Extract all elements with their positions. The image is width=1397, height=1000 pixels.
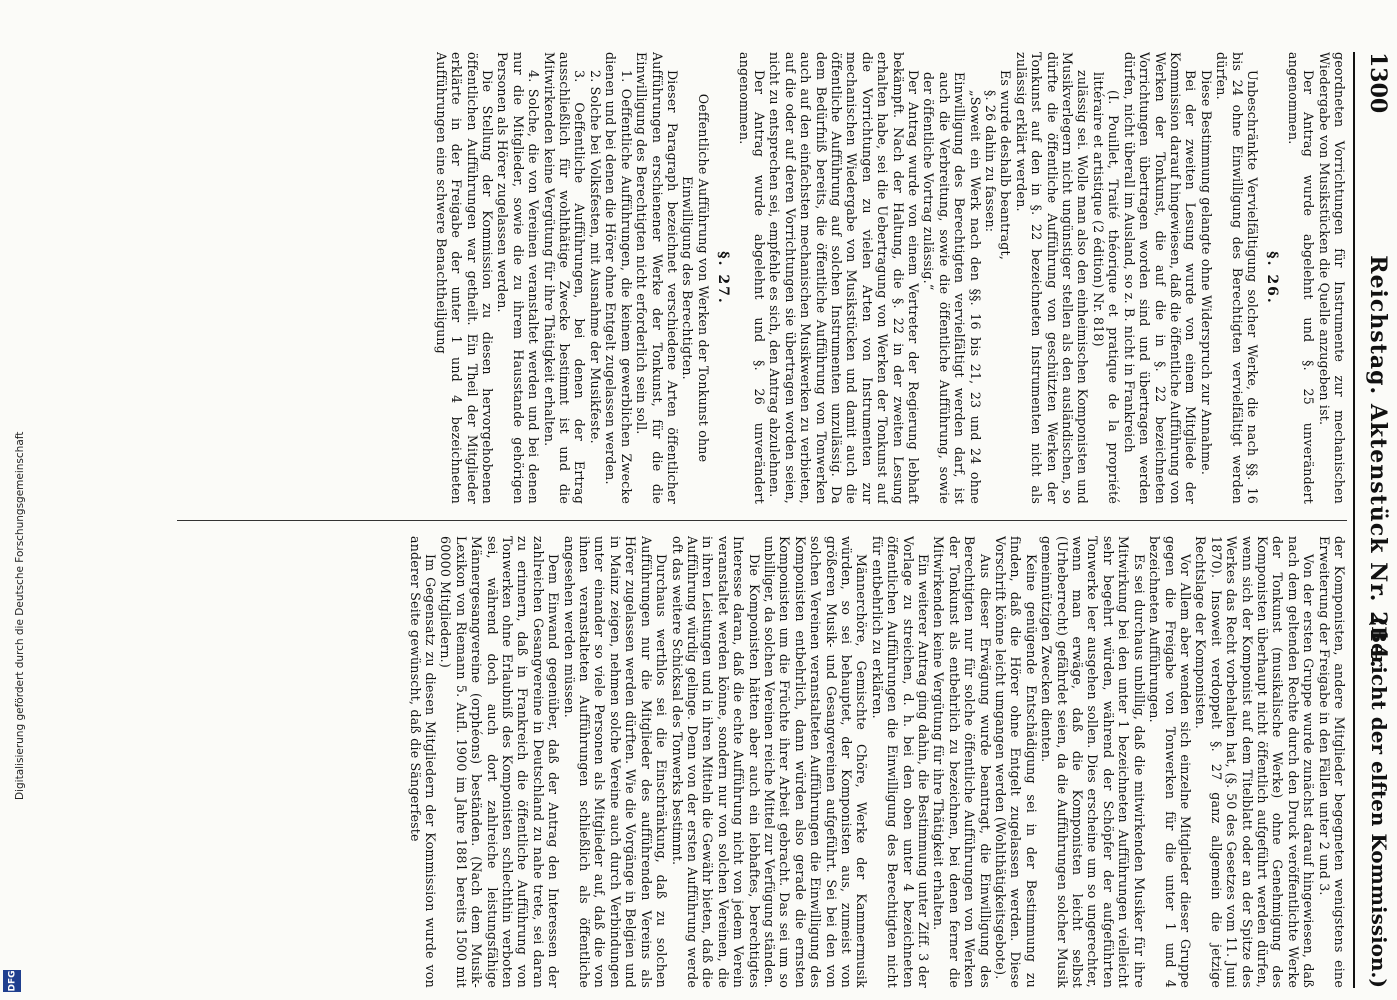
paragraph: Oeffentliche Aufführung von Werken der Tonkunst ohne Einwilligung des Berechtigten.: [680, 93, 711, 463]
left-column: [167, 52, 1347, 504]
paragraph: „Soweit ein Werk nach den §§. 16 bis 21, 23 und 24 ohne Einwilligung des Berechtigten vervielfältigt werden darf, ist auch die Verbreitung, sowie die öffentliche Aufführung, sowie der öffentliche Vortrag zulässig.“: [921, 72, 983, 504]
paragraph: Dieser Paragraph bezeichnet verschiedene Arten öffentlicher Aufführungen erschienener Werke der Tonkunst, für die die Einwilligung des Berechtigten nicht erforderlich sein soll.: [634, 52, 680, 504]
paragraph: Die Stellung der Kommission zu diesen hervorgehobenen öffentlichen Aufführungen war getheilt. Ein Theil der Mitglieder erklärte in der Freigabe der unter 1 und 4 bezeichneten Aufführungen eine schwere Benachtheiligung: [433, 52, 496, 504]
paragraph: Es wurde deshalb beantragt,: [998, 70, 1014, 261]
page-number: 1300: [1365, 52, 1391, 114]
paragraph: Vor Allem aber wenden sich einzelne Mitglieder dieser Gruppe gegen die Freigabe von Tonwerken für die unter 1 und 4 bezeichneten Aufführungen.: [1147, 536, 1193, 988]
paragraph: Bei der zweiten Lesung wurde von einem Mitgliede der Kommission darauf hingewiesen, daß die öffentliche Aufführung von Werken der Tonkunst, die auf die in §. 22 bezeichneten Vorrichtungen übertragen worden sind und übertragen werden dürfen, nicht überall im Ausland, so z. B. nicht in Frankreich: [1121, 52, 1199, 504]
paragraph: Aus dieser Erwägung wurde beantragt, die Einwilligung des Berechtigten nur für solche öffentliche Aufführungen von Werken der Tonkunst als entbehrlich zu bezeichnen, bei denen ferner die Mitwirkenden keine Vergütung für ihre Thätigkeit erhalten.: [931, 536, 993, 988]
paragraph: Keine genügende Entschädigung sei in der Bestimmung zu finden, daß die Hörer ohne Entgelt zugelassen werden. Diese Vorschrift könne leicht umgangen werden (Wohlthätigkeitsgebote).: [993, 536, 1039, 988]
header-rule: [1353, 52, 1355, 988]
paragraph: 1. Oeffentliche Aufführungen, die keinem gewerblichen Zwecke dienen und bei denen die Hörer ohne Entgelt zugelassen werden.: [603, 52, 634, 504]
right-column: [167, 536, 1347, 988]
paragraph: Die Komponisten hätten aber auch ein lebhaftes, berechtigtes Interesse daran, daß die echte Aufführung nicht von jedem Verein veranstaltet werden könne, sondern nur von solchen Vereinen, die in ihren Leistungen und in ihren Mitteln die Gewähr bieten, daß die Aufführung würdig gelinge. Denn von der ersten Aufführung werde oft das weitere Schicksal des Tonwerks bestimmt.: [669, 536, 762, 988]
paragraph: Diese Bestimmung gelangte ohne Widerspruch zur Annahme.: [1198, 70, 1214, 476]
paragraph: 2. Solche bei Volksfesten, mit Ausnahme der Musikfeste.: [587, 70, 603, 444]
paragraph: Männerchöre, Gemischte Chöre, Werke der Kammermusik würden, so sei behauptet, der Komponisten aus, zumeist von größeren Musik- und Gesangvereinen aufgeführt. Sei bei den von solchen Vereinen veranstalteten Aufführungen die Einwilligung des Komponisten entbehrlich, dann würden also gerade die ernsten Komponisten um die Früchte ihrer Arbeit gebracht. Das sei um so unbilliger, da solchen Vereinen reiche Mittel zur Verfügung ständen.: [761, 536, 870, 988]
page-title: Reichstag. Aktenstück Nr. 214.: [1365, 255, 1391, 669]
rotated-page-content: [107, 0, 1397, 1000]
column-separator: [177, 520, 1347, 521]
paragraph: Ein weiterer Antrag ging dahin, die Bestimmung unter Ziff. 3 der Vorlage zu streichen, d. h. bei den oben unter 4 bezeichneten öffentlichen Aufführungen die Einwilligung des Berechtigten nicht für entbehrlich zu erklären.: [869, 536, 932, 988]
section-heading: §. 27.: [715, 251, 732, 305]
paragraph: 3. Oeffentliche Aufführungen, bei denen der Ertrag ausschließlich für wohlthätige Zwecke bestimmt ist und die Mitwirkenden keine Vergütung für ihre Thätigkeit erhalten.: [541, 52, 588, 504]
paragraph: Durchaus werthlos sei die Einschränkung, daß zu solchen Aufführungen nur die Mitglieder des aufführenden Vereins als Hörer zugelassen werden dürften. Wie die Vorgänge in Belgien und in Mainz zeigen, nehmen solche Vereine auch durch Verbindungen unter einander so viele Personen als Mitglieder auf, daß die von ihnen veranstalteten Aufführungen schließlich als öffentliche angesehen werden müssen.: [561, 536, 670, 988]
paragraph: (I. Pouillet, Traité théorique et pratique de la propriété littéraire et artistique (2 édition) Nr. 818): [1090, 72, 1122, 504]
paragraph: Im Gegensatz zu diesen Mitgliedern der Kommission wurde von anderer Seite gewünscht, daß die Sängerfeste: [407, 536, 439, 988]
section-heading: §. 26.: [1264, 251, 1281, 305]
paragraph: Dem Einwand gegenüber, daß der Antrag den Interessen der zahlreichen Gesangvereine in Deutschland zu nahe trete, sei daran zu erinnern, daß in Frankreich die öffentliche Aufführung von Tonwerken ohne Erlaubniß des Komponisten schlechthin verboten sei, während doch auch dort zahlreiche leistungsfähige Männergesangvereine (orphéons) beständen. (Nach dem Musik-Lexikon von Riemann 5. Aufl. 1900 im Jahre 1881 bereits 1500 mit 60000 Mitgliedern.): [438, 536, 562, 988]
digitization-credit: Digitalisierung gefördert durch die Deutsche Forschungsgemeinschaft: [14, 431, 26, 800]
paragraph: geordneten Vorrichtungen für Instrumente zur mechanischen Wiedergabe von Musikstücken die Quelle anzugeben ist.: [1316, 52, 1347, 504]
page-section: (Bericht der elften Kommission.): [1367, 616, 1391, 988]
dfg-logo: DFG: [3, 970, 21, 992]
paragraph: Der Antrag wurde von einem Vertreter der Regierung lebhaft bekämpft. Nach der Haltung, die §. 22 in der zweiten Lesung erhalten habe, sei die Uebertragung von Werken der Tonkunst auf die Vorrichtungen zu vielen Arten von Instrumenten zur mechanischen Wiedergabe von Musikstücken und damit auch die öffentliche Aufführung auf solchen Instrumenten unzulässig. Da dem Bedürfniß bereits, die öffentliche Aufführung von Tonwerken auch auf den einfachsten mechanischen Musikwerken zu verbieten, auf die oder auf deren Vorrichtungen sie übertragen worden seien, nicht zu entsprechen sei, empfehle es sich, den Antrag abzulehnen.: [767, 52, 922, 504]
paragraph: Es sei durchaus unbillig, daß die mitwirkenden Musiker für ihre Mitwirkung bei den unter 1 bezeichneten Aufführungen vielleicht sehr begehrt würden, während der Schöpfer der aufgeführten Tonwerke leer ausgehen sollen. Dies erscheine um so ungerechter, wenn man erwäge, daß die Komponisten leicht selbst (Urheberrecht) gefährdet seien, da die Aufführungen solcher Musik gemeinnützigen Zwecken dienten.: [1039, 536, 1147, 988]
paragraph: Von der ersten Gruppe wurde zunächst darauf hingewiesen, daß nach dem geltenden Rechte durch den Druck veröffentlichte Werke der Tonkunst (musikalische Werke) ohne Genehmigung des Komponisten überhaupt nicht öffentlich aufgeführt werden dürfen, wenn sich der Komponist auf dem Titelblatt oder an der Spitze des Werkes das Recht vorbehalten hat, (§. 50 des Gesetzes vom 11. Juni 1870). Insoweit verdoppelt §. 27 ganz allgemein die jetzige Rechtslage der Komponisten.: [1193, 536, 1317, 988]
paragraph: Der Antrag wurde abgelehnt und §. 25 unverändert angenommen.: [1285, 52, 1317, 504]
paragraph: der Komponisten, andere Mitglieder begegneten wenigstens eine Erweiterung der Freigabe in den Fällen unter 2 und 3.: [1316, 536, 1347, 988]
paragraph: Unbeschränkte Vervielfältigung solcher Werke, die nach §§. 16 bis 24 ohne Einwilligung des Berechtigten vervielfältigt werden dürfen.: [1214, 52, 1260, 504]
paragraph: zulässig sei. Wolle man also den einheimischen Komponisten und Musikverlegern nicht ungünstiger stellen als den ausländischen, so dürfte die öffentliche Aufführung von geschützten Werken der Tonkunst auf den in §. 22 bezeichneten Instrumenten nicht als zulässig erklärt werden.: [1013, 52, 1091, 504]
paragraph: Der Antrag wurde abgelehnt und §. 26 unverändert angenommen.: [736, 52, 767, 504]
page-header: [1357, 52, 1397, 988]
side-margin: [0, 0, 26, 1000]
paragraph: §. 26 dahin zu fassen:: [983, 90, 999, 233]
paragraph: 4. Solche, die von Vereinen veranstaltet werden und bei denen nur die Mitglieder, sowie die zu ihrem Hausstande gehörigen Personen als Hörer zugelassen werden.: [495, 52, 542, 504]
